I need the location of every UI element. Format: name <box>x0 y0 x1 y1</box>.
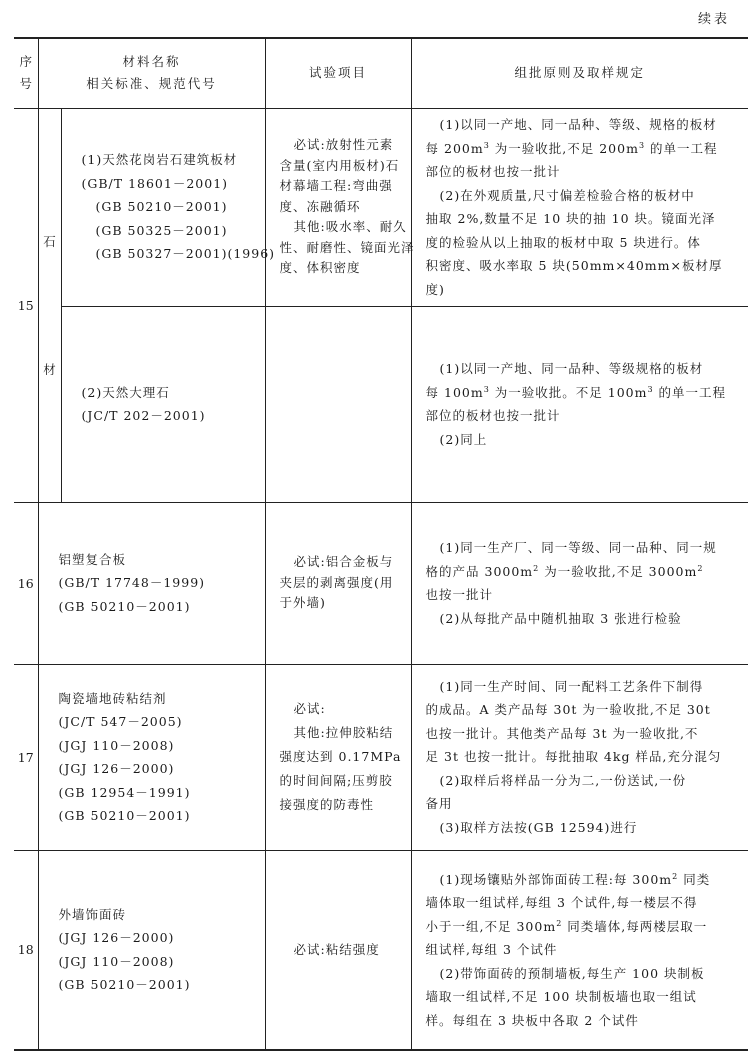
material-cell: (1)天然花岗岩石建筑板材 (GB/T 18601－2001) (GB 50210－2001) (GB 50325－2001) (GB 50327－2001)(1996) <box>61 108 265 306</box>
table-row <box>14 306 748 502</box>
header-seq: 序 号 <box>14 38 38 108</box>
rules-cell: (1)同一生产时间、同一配料工艺条件下制得 的成品。A 类产品每 30t 为一验收批,不足 30t 也按一批计。其他类产品每 3t 为一验收批,不 足 3t 也按一批计。每批抽取 4kg 样品,充分混匀 (2)取样后将样品一分为二,一份送试,一份 备用 (3)取样方法按(GB 12594)进行 <box>411 664 748 850</box>
row-number: 18 <box>14 850 38 1050</box>
table-row <box>14 108 748 306</box>
header-rules: 组批原则及取样规定 <box>411 38 748 108</box>
rules-cell: (1)以同一产地、同一品种、等级、规格的板材 每 $200m^3$ 为一验收批,不足 $200m^3$ 的单一工程 部位的板材也按一批计 (2)在外观质量,尺寸偏差检验合格的板材中 抽取 2%,数量不足 10 块的抽 10 块。镜面光泽 度的检验从以上抽取的板材中取 5 块进行。体 积密度、吸水率取 5 块(50mm×40mm×板材厚 度) <box>411 108 748 306</box>
material-cell: 外墙饰面砖 (JGJ 126－2000) (JGJ 110－2008) (GB 50210－2001) <box>38 850 265 1050</box>
category-cell: 石 材 <box>38 108 61 502</box>
row-number: 15 <box>14 108 38 502</box>
material-cell: 铝塑复合板 (GB/T 17748－1999) (GB 50210－2001) <box>38 502 265 664</box>
table-row <box>14 502 748 664</box>
tests-cell <box>265 306 411 502</box>
rules-cell: (1)现场镶贴外部饰面砖工程:每 $300m^2$ 同类 墙体取一组试样,每组 3 个试件,每一楼层不得 小于一组,不足 $300m^2$ 同类墙体,每两楼层取一 组试样,每组 3 个试件 (2)带饰面砖的预制墙板,每生产 100 块制板 墙取一组试样,不足 100 块制板墙也取一组试 样。每组在 3 块板中各取 2 个试件 <box>411 850 748 1050</box>
rules-cell: (1)以同一产地、同一品种、等级规格的板材 每 $100m^3$ 为一验收批。不足 $100m^3$ 的单一工程 部位的板材也按一批计 (2)同上 <box>411 306 748 502</box>
rules-cell: (1)同一生产厂、同一等级、同一品种、同一规 格的产品 $3000m^2$ 为一验收批,不足 $3000m^2$ 也按一批计 (2)从每批产品中随机抽取 3 张进行检验 <box>411 502 748 664</box>
table-row <box>14 850 748 1050</box>
material-sampling-table <box>14 37 748 1051</box>
table-row <box>14 664 748 850</box>
tests-cell: 必试:粘结强度 <box>265 850 411 1050</box>
header-material: 材料名称 相关标准、规范代号 <box>38 38 265 108</box>
continued-label: 续表 <box>697 12 730 27</box>
header-row <box>14 38 748 108</box>
tests-cell: 必试: 其他:拉伸胶粘结 强度达到 0.17MPa 的时间间隔;压剪胶 接强度的防毒性 <box>265 664 411 850</box>
material-cell: 陶瓷墙地砖粘结剂 (JC/T 547－2005) (JGJ 110－2008) (JGJ 126－2000) (GB 12954－1991) (GB 50210－2001) <box>38 664 265 850</box>
row-number: 17 <box>14 664 38 850</box>
row-number: 16 <box>14 502 38 664</box>
tests-cell: 必试:放射性元素 含量(室内用板材)石 材幕墙工程:弯曲强 度、冻融循环 其他:吸水率、耐久 性、耐磨性、镜面光泽 度、体积密度 <box>265 108 411 306</box>
tests-cell: 必试:铝合金板与 夹层的剥离强度(用 于外墙) <box>265 502 411 664</box>
material-cell: (2)天然大理石 (JC/T 202－2001) <box>61 306 265 502</box>
header-tests: 试验项目 <box>265 38 411 108</box>
